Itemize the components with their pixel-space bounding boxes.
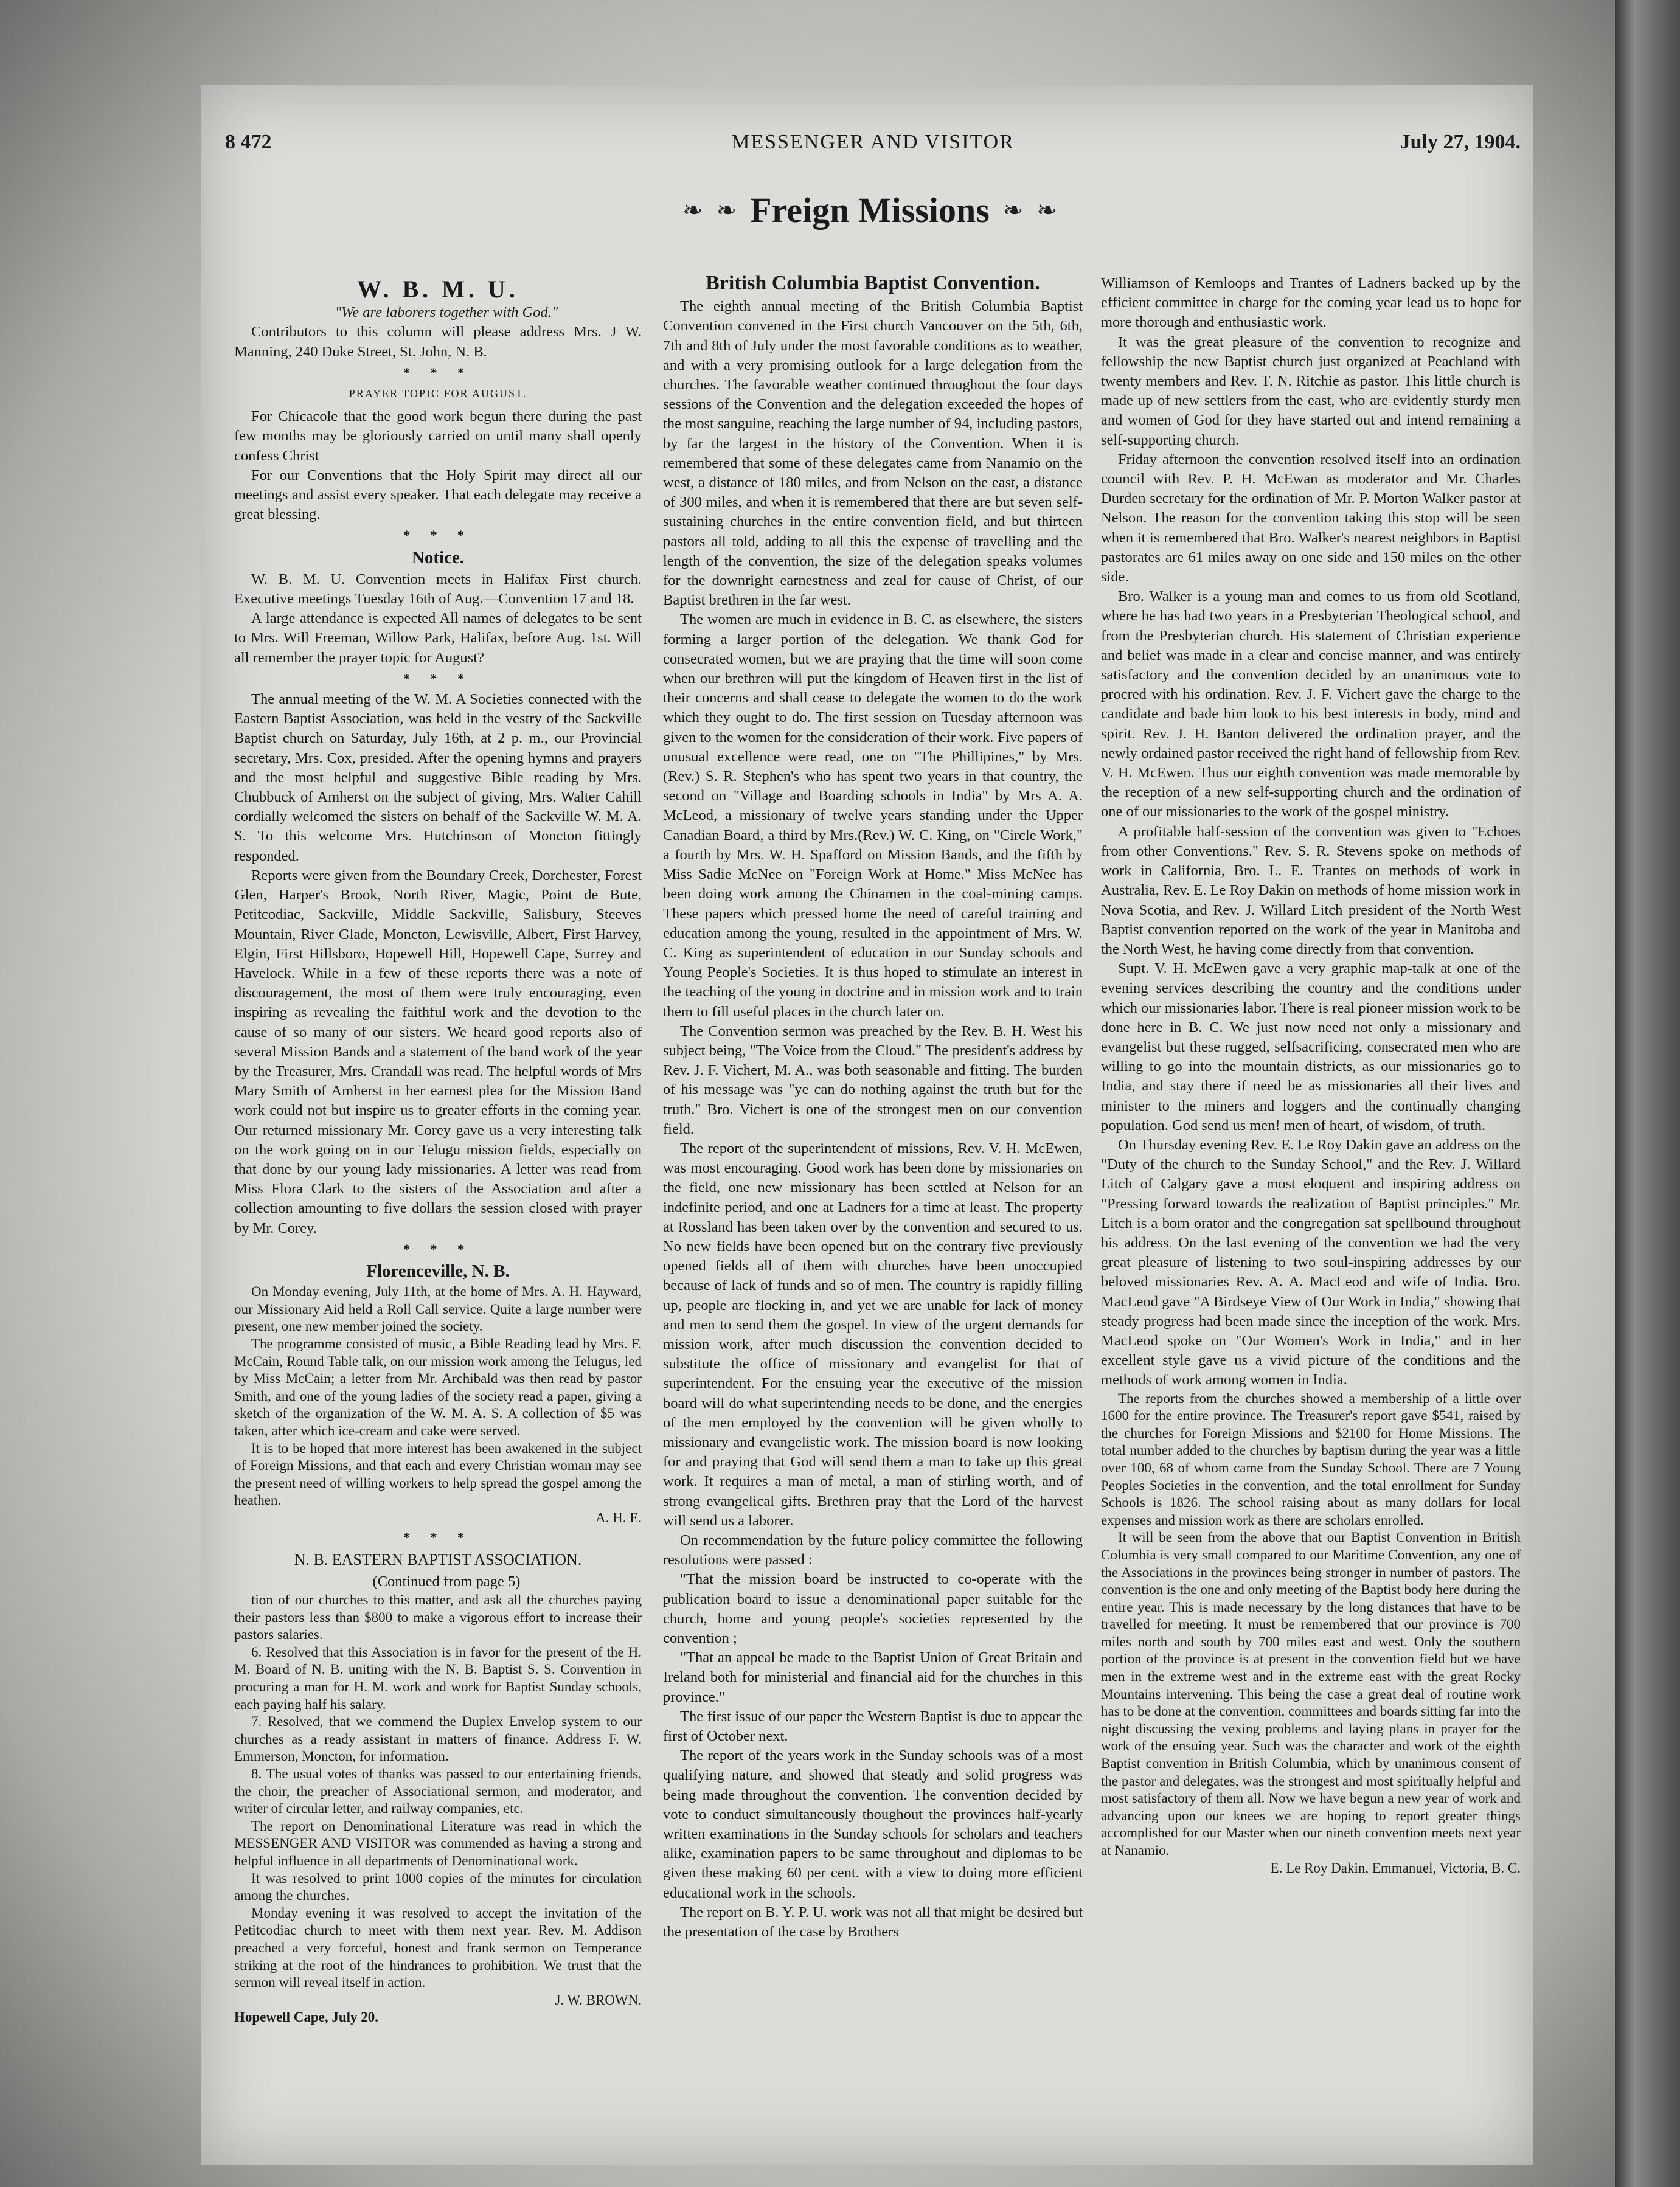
bc-paragraph: A profitable half-session of the convention was given to "Echoes from other Conventions." Rev. S. R. Stevens spoke on methods of work in California, Bro. L. E. Trantes on methods of work in Australia, Rev. E. Le Roy Dakin on methods of home mission work in Nova Scotia, and Rev. J. Willard Litch president of the North West Baptist convention reported on the work of the year in Manitoba and the North West, he having come directly from that convention. [1101, 823, 1521, 957]
florenceville-paragraph: On Monday evening, July 11th, at the home of Mrs. A. H. Hayward, our Missionary Aid held a Roll Call service. Quite a large number were present, one new member joined the society. [234, 1284, 642, 1334]
bc-paragraph: It was the great pleasure of the convention to recognize and fellowship the new Baptist church just organized at Peachland with twenty members and Rev. T. N. Ritchie as pastor. This little church is made up of new settlers from the east, who are evidently sturdy men and women of God for they have started out and intend remaining a self-supporting church. [1101, 333, 1521, 448]
annual-meeting-paragraph: The annual meeting of the W. M. A Societies connected with the Eastern Baptist Association, was held in the vestry of the Sackville Baptist church on Saturday, July 16th, at 2 p. m., our Provincial secretary, Mrs. Cox, presided. After the opening hymns and prayers and the most helpful and suggestive Bible reading by Mrs. Chubbuck of Amherst on the subject of giving, Mrs. Walter Cahill cordially welcomed the sisters on behalf of the Sackville W. M. A. S. To this welcome Mrs. Hutchinson of Moncton fittingly responded. [234, 691, 642, 864]
florenceville-signature: A. H. E. [595, 1509, 642, 1525]
nb-paragraph: The report on Denominational Literature was read in which the MESSENGER AND VISITOR was commended as having a strong and helpful influence in all departments of Denominational work. [234, 1818, 642, 1868]
bc-closing-article [1101, 1390, 1521, 1877]
notice-paragraph: A large attendance is expected All names of delegates to be sent to Mrs. Will Freeman, Willow Park, Halifax, before Aug. 1st. Will all remember the prayer topic for August? [234, 610, 642, 666]
bc-paragraph: The women are much in evidence in B. C. as elsewhere, the sisters forming a larger portion of the delegation. We thank God for consecrated women, but we are praying that the time will soon come when our brethren will put the kingdom of Heaven first in the list of their concerns and shall cease to delegate the women to do the work which they ought to do. The first session on Tuesday afternoon was given to the women for the consideration of their work. Five papers of unusual excellence were read, one on "The Phillipines," by Mrs. (Rev.) S. R. Stephen's who has spent two years in that country, the second on "Village and Boarding schools in India" by Mrs A. A. McLeod, a missionary of twelve years standing under the Upper Canadian Board, a third by Mrs.(Rev.) W. C. King, on "Circle Work," a fourth by Mrs. W. H. Spafford on Mission Bands, and the fifth by Miss Sadie McNee on "Foreign Work at Home." Miss McNee has been doing work among the Chinamen in the coal-mining camps. These papers which pressed home the need of careful training and education among the young, resulted in the appointment of Mrs. W. C. King as superintendent of education in our Sunday schools and Young People's Societies. It is thus hoped to stimulate an interest in the teaching of the young in doctrine and in mission work and to train them to fill useful places in the church later on. [663, 611, 1083, 1020]
separator-stars: * * * [403, 364, 473, 380]
florenceville-paragraph: The programme consisted of music, a Bible Reading lead by Mrs. F. McCain, Round Table talk, on our mission work among the Telugus, led by Miss McCain; a letter from Mr. Archibald was then read by pastor Smith, and one of the young ladies of the society read a paper, giving a sketch of the organization of the W. M. A. S. A collection of $5 was taken, after which ice-cream and cake were served. [234, 1336, 642, 1438]
prayer-topic-heading: PRAYER TOPIC FOR AUGUST. [349, 387, 527, 400]
leaf-ornament-icon: ❧ [682, 196, 703, 224]
florenceville-article [234, 1283, 642, 1527]
column-3 [1101, 274, 1521, 1877]
bc-convention-heading: British Columbia Baptist Convention. [706, 272, 1040, 294]
column-2 [663, 274, 1083, 1942]
bc-paragraph: On Thursday evening Rev. E. Le Roy Dakin gave an address on the "Duty of the church to the Sunday School," and the Rev. J. Willard Litch of Calgary gave a most eloquent and inspiring address on "Pressing forward towards the realization of Baptist principles." Mr. Litch is a born orator and the congregation sat spellbound throughout his address. On the last evening of the convention we had the very great pleasure of listening to two soul-inspiring addresses by our beloved missionaries Rev. A. A. MacLeod and wife of India. Bro. MacLeod gave "A Birdseye View of Our Work in India," showing that steady progress had been made since the inception of the work. Mrs. MacLeod spoke on "Our Women's Work in India," and in her excellent style gave us a vivid picture of the conditions and the methods of work among women in India. [1101, 1136, 1521, 1388]
leaf-ornament-icon: ❧ [716, 196, 737, 224]
prayer-paragraph: For our Conventions that the Holy Spirit may direct all our meetings and assist every speaker. That each delegate may receive a great blessing. [234, 466, 642, 523]
column-1 [234, 274, 642, 2026]
continued-note: (Continued from page 5) [372, 1573, 521, 1590]
wbmu-motto: "We are laborers together with God." [335, 304, 558, 321]
adjacent-page-edge [1615, 0, 1680, 2187]
section-banner [639, 182, 1101, 237]
florenceville-heading: Florenceville, N. B. [366, 1261, 510, 1281]
wbmu-heading: W. B. M. U. [357, 276, 519, 303]
bc-paragraph: The eighth annual meeting of the British Columbia Baptist Convention convened in the First church Vancouver on the 5th, 6th, 7th and 8th of July under the most favorable conditions as to weather, and with a very promising outlook for a large delegation from the churches. The favorable weather continued throughout the four days sessions of the Convention and the delegation exceeded the hopes of the most sanguine, reaching the large number of 94, including pastors, by far the largest in the history of the Convention. When it is remembered that some of these delegates came from Nanamio on the west, a distance of 180 miles, and from Nelson on the east, a distance of 300 miles, and when it is remembered that there are but seven self-sustaining churches in the entire convention field, and but thirteen pastors all told, adding to all this the expense of travelling and the length of the convention, the size of the delegation speaks volumes for the downright earnestness and zeal for cause of Christ, of our Baptist brethren in the far west. [663, 298, 1083, 609]
notice-paragraph: W. B. M. U. Convention meets in Halifax First church. Executive meetings Tuesday 16th of Aug.—Convention 17 and 18. [234, 570, 642, 608]
separator-stars: * * * [403, 1530, 473, 1545]
nb-paragraph: 6. Resolved that this Association is in favor for the present of the H. M. Board of N. B. uniting with the N. B. Baptist S. S. Convention in procuring a man for H. M. work and work for Baptist Sunday schools, each paying half his salary. [234, 1644, 642, 1712]
page-header [225, 131, 1521, 161]
bc-paragraph: The Convention sermon was preached by the Rev. B. H. West his subject being, "The Voice from the Cloud." The president's address by Rev. J. F. Vichert, M. A., was both seasonable and fitting. The burden of his message was "ye can do nothing against the truth but for the truth." Bro. Vichert is one of the strongest men on our convention field. [663, 1022, 1083, 1137]
separator-stars: * * * [403, 670, 473, 686]
nb-paragraph: Monday evening it was resolved to accept the invitation of the Petitcodiac church to meet with them next year. Rev. M. Addison preached a very forceful, honest and frank sermon on Temperance striking at the root of the hindrances to prohibition. We trust that the sermon will reveal itself in action. [234, 1905, 642, 1991]
bc-resolution: "That an appeal be made to the Baptist Union of Great Britain and Ireland both for ministerial and financial aid for the churches in this province." [663, 1649, 1083, 1705]
bc-paragraph: Williamson of Kemloops and Trantes of Ladners backed up by the efficient committee in charge for the coming year lead us to hope for more thorough and enthusiastic work. [1101, 275, 1521, 331]
bc-resolution: "That the mission board be instructed to co-operate with the publication board to issue a denominational paper suitable for the church, home and young people's societies represented by the convention ; [663, 1571, 1083, 1647]
bc-paragraph: On recommendation by the future policy committee the following resolutions were passed : [663, 1532, 1083, 1568]
separator-stars: * * * [403, 1241, 473, 1256]
nb-association-heading: N. B. EASTERN BAPTIST ASSOCIATION. [294, 1550, 582, 1568]
bc-paragraph: The report of the superintendent of missions, Rev. V. H. McEwen, was most encouraging. Good work has been done by missionaries on the field, one new missionary has been settled at Nelson for an indefinite period, and one at Ladners for a time at least. The property at Rossland has been taken over by the convention and secured to us. No new fields have been opened but on the contrary five previously opened fields all of them with churches have been unoccupied because of lack of funds and so of men. The country is rapidly filling up, people are flocking in, and yet we are unable for lack of money and men to send them the gospel. In view of the urgent demands for mission work, after much discussion the convention decided to substitute the office of missionary and evangelist for that of superintendent. For the ensuing year the executive of the mission board will do what superintending needs to be done, and the energies of the men employed by the convention will be given wholly to missionary and evangelistic work. The mission board is now looking for and praying that God will send them a man to take up this great work. It requires a man of metal, a man of stirling worth, and of strong evangelical gifts. Brethren pray that the Lord of the harvest will send us a laborer. [663, 1140, 1083, 1529]
bc-paragraph: The report of the years work in the Sunday schools was of a most qualifying nature, and showed that steady and solid progress was being made throughout the convention. The convention decided by vote to conduct simultaneously thoughout the provinces half-yearly written examinations in the Sunday schools for scholars and teachers alike, examination papers to be same throughout and diplomas to be given these making 60 per cent. with a view to doing more efficient educational work in the schools. [663, 1747, 1083, 1901]
leaf-ornament-icon: ❧ [1036, 196, 1057, 224]
bc-paragraph: It will be seen from the above that our Baptist Convention in British Columbia is very small compared to our Maritime Convention, any one of the Associations in the provinces being stronger in number of pastors. The convention is the one and only meeting of the Baptist body here during the entire year. This is made necessary by the long distances that have to be travelled for meeting. It must be remembered that our province is 700 miles north and south by 700 miles east and west. Only the southern portion of the province is at present in the convention field but we have men in the extreme west and in the extreme east with the great Rocky Mountains intervening. This being the case a great deal of routine work has to be done at the convention, committees and boards sitting far into the night discussing the vexing problems and laying plans in prayer for the work of the ensuing year. Such was the character and work of the eighth Baptist convention in British Columbia, which by unanimous consent of the pastor and delegates, was the strongest and most spiritually helpful and most satisfactory of them all. Now we have begun a new year of work and advancing upon our knees we are hoping to report greater things accomplished for our Master when our nineth convention meets next year at Nanamio. [1101, 1530, 1521, 1859]
nb-paragraph: 8. The usual votes of thanks was passed to our entertaining friends, the choir, the preacher of Associational sermon, and moderator, and writer of circular letter, and railway companies, etc. [234, 1766, 642, 1817]
wbmu-contributors: Contributors to this column will please address Mrs. J W. Manning, 240 Duke Street, St. John, N. B. [234, 324, 642, 360]
notice-heading: Notice. [411, 547, 465, 567]
section-title: Freign Missions [750, 190, 990, 230]
annual-meeting-paragraph: Reports were given from the Boundary Creek, Dorchester, Forest Glen, Harper's Brook, North River, Magic, Point de Bute, Petitcodiac, Sackville, Middle Sackville, Salisbury, Steeves Mountain, River Glade, Moncton, Lewisville, Albert, First Harvey, Elgin, First Hillsboro, Hopewell Hill, Hopewell Cape, Surrey and Havelock. While in a few of these reports there was a note of discouragement, the most of them were truly encouraging, even inspiring as revealing the faithful work and the devotion to the cause of so many of our sisters. We heard good reports also of several Mission Bands and a statement of the band work of the year by the Treasurer, Mrs. Crandall was read. The helpful words of Mrs Mary Smith of Amherst in her earnest plea for the Mission Band work could not but inspire us to greater efforts in the coming year. Our returned missionary Mr. Corey gave us a very interesting talk on the work going on in our Telugu mission fields, especially on that done by our young lady missionaries. A letter was read from Miss Flora Clark to the sisters of the Association and after a collection amounting to five dollars the session closed with prayer by Mr. Corey. [234, 867, 642, 1236]
nb-paragraph: tion of our churches to this matter, and ask all the churches paying their pastors less than $800 to make a vigorous effort to increase their pastors salaries. [234, 1592, 642, 1643]
nb-place-date: Hopewell Cape, July 20. [234, 2009, 379, 2025]
separator-stars: * * * [403, 527, 473, 543]
bc-paragraph: Friday afternoon the convention resolved itself into an ordination council with Rev. P. H. McEwan as moderator and Mr. Charles Durden secretary for the ordination of Mr. P. Morton Walker pastor at Nelson. The reason for the convention taking this stop will be seen when it is remembered that Bro. Walker's nearest neighbors in Baptist pastorates are 61 miles away on one side and 150 miles on the other side. [1101, 451, 1521, 586]
leaf-ornament-icon: ❧ [1002, 196, 1024, 224]
nb-association-article [234, 1592, 642, 2026]
florenceville-paragraph: It is to be hoped that more interest has been awakened in the subject of Foreign Missions, and that each and every Christian woman may see the present need of willing workers to help spread the gospel among the heathen. [234, 1440, 642, 1508]
bc-paragraph: The report on B. Y. P. U. work was not all that might be desired but the presentation of the case by Brothers [663, 1904, 1083, 1941]
publication-title: MESSENGER AND VISITOR [731, 131, 1015, 153]
bc-signature: E. Le Roy Dakin, Emmanuel, Victoria, B. C. [1270, 1860, 1521, 1876]
prayer-paragraph: For Chicacole that the good work begun there during the past few months may be gloriously carried on until many shall openly confess Christ [234, 408, 642, 464]
nb-signature: J. W. BROWN. [555, 1992, 642, 2008]
page-number: 8 472 [225, 131, 272, 153]
bc-paragraph: The reports from the churches showed a membership of a little over 1600 for the entire province. The Treasurer's report gave $541, raised by the churches for Foreign Missions and $2100 for Home Missions. The total number added to the churches by baptism during the year was a little over 100, 68 of whom came from the Sunday School. There are 7 Young Peoples Societies in the convention, and the total enrollment for Sunday Schools is 1826. The school raising about as many dollars for local expenses and mission work as there are scholars enrolled. [1101, 1390, 1521, 1528]
bc-paragraph: Supt. V. H. McEwen gave a very graphic map-talk at one of the evening services describing the country and the conditions under which our missionaries labor. There is real pioneer mission work to be done here in B. C. We just now need not only a missionary and evangelist but these rugged, selfsacrificing, consecrated men who are willing to go into the mountain districts, as our missionaries go to India, and stay there if need be as missionaries all their lives and minister to the miners and loggers and the continually changing population. God send us men! men of heart, of wisdom, of truth. [1101, 960, 1521, 1134]
issue-date: July 27, 1904. [1400, 131, 1521, 153]
bc-paragraph: The first issue of our paper the Western Baptist is due to appear the first of October next. [663, 1708, 1083, 1745]
bc-paragraph: Bro. Walker is a young man and comes to us from old Scotland, where he has had two years in a Presbyterian Theological school, and from the Presbyterian church. His statement of Christian experience and belief was made in a clear and concise manner, and was entirely satisfactory and the convention decided by an unanimous vote to procred with his ordination. Rev. J. F. Vichert gave the charge to the candidate and bade him look to his best interests in body, mind and spirit. Rev. J. H. Banton delivered the ordination prayer, and the newly ordained pastor received the right hand of fellowship from Rev. V. H. McEwen. Thus our eighth convention was made memorable by the reception of a new self-supporting church and the ordination of one of our missionaries to the work of the gospel ministry. [1101, 588, 1521, 820]
nb-paragraph: 7. Resolved, that we commend the Duplex Envelop system to our churches as a ready assistant in matters of finance. Address F. W. Emmerson, Moncton, for information. [234, 1714, 642, 1764]
nb-paragraph: It was resolved to print 1000 copies of the minutes for circulation among the churches. [234, 1870, 642, 1904]
